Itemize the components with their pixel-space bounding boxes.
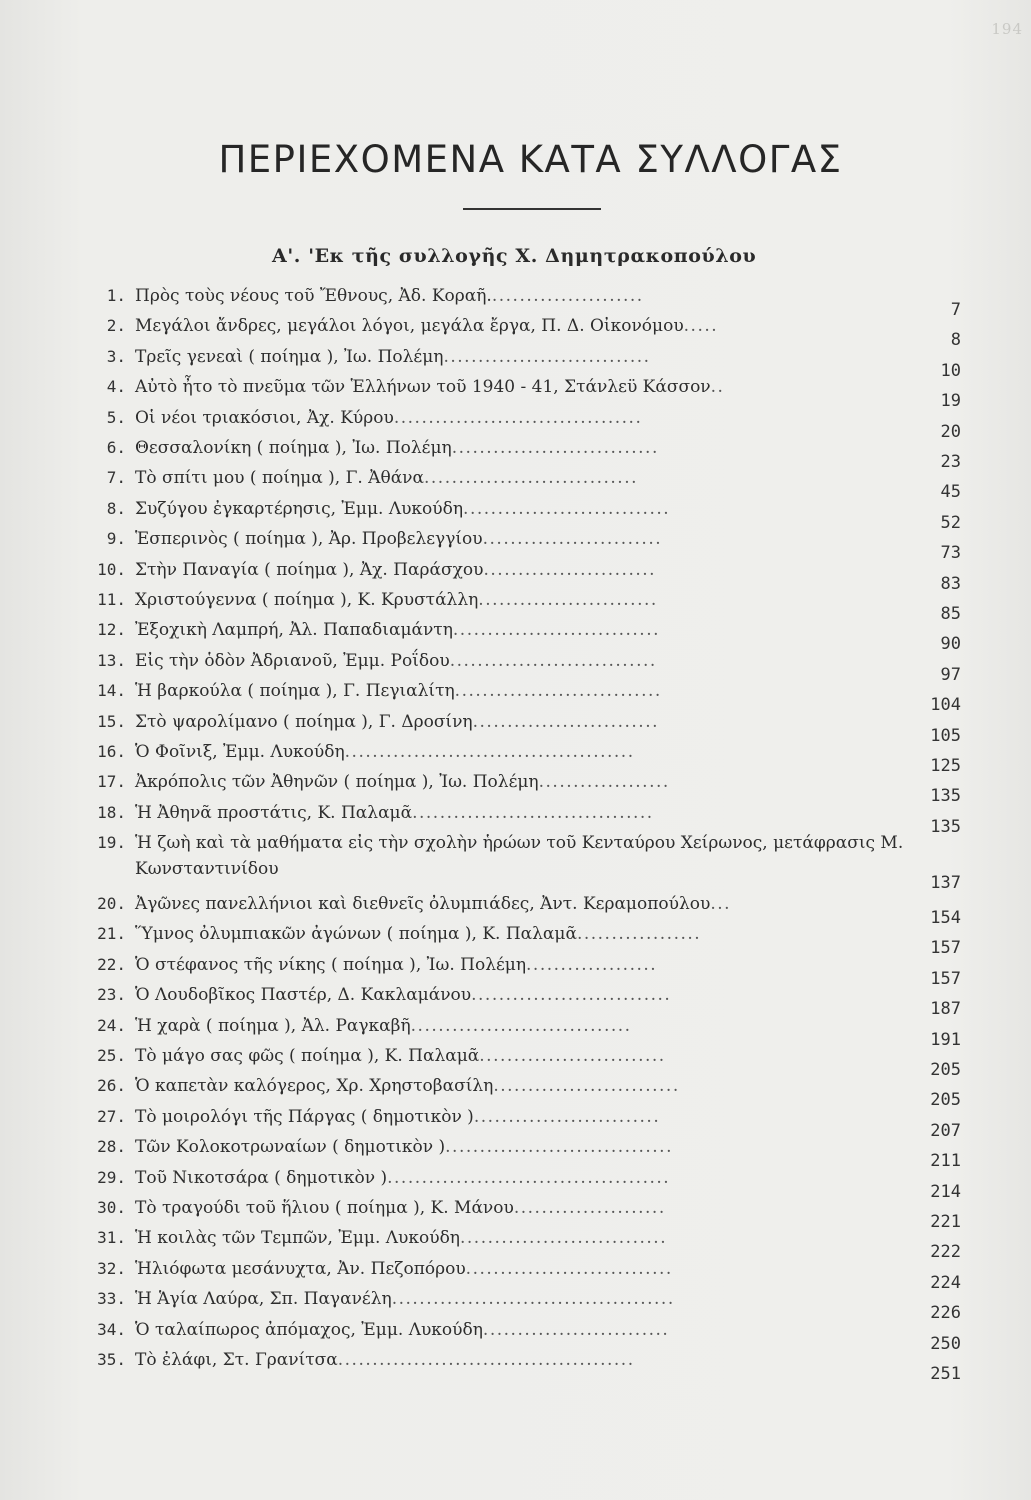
toc-entry-page: 52 xyxy=(940,512,961,533)
toc-entry-number: 3. xyxy=(106,346,126,366)
toc-entry-page: 251 xyxy=(930,1364,961,1384)
toc-entry-text: Ἑσπερινὸς ( ποίημα ), Ἀρ. Προβελεγγίου xyxy=(135,529,483,550)
toc-entry xyxy=(0,559,1031,594)
toc-entry-number: 26. xyxy=(97,1076,126,1096)
toc-entry-number: 16. xyxy=(97,742,126,761)
toc-leader-dots: ..... xyxy=(683,316,719,337)
toc-entry-number: 24. xyxy=(97,1015,126,1035)
toc-entry-number: 33. xyxy=(97,1289,126,1309)
toc-entry-title xyxy=(135,1168,670,1188)
toc-entry xyxy=(0,833,1031,894)
toc-entry-text: Ὁ Λουδοβῖκος Παστέρ, Δ. Κακλαμάνου xyxy=(135,985,472,1006)
toc-entry-page: 23 xyxy=(940,452,961,472)
toc-entry-page: 214 xyxy=(930,1181,961,1202)
toc-entry-number: 1. xyxy=(106,286,126,305)
toc-entry-text: Τρεῖς γενεαὶ ( ποίημα ), Ἰω. Πολέμη xyxy=(135,346,444,367)
toc-entry-title xyxy=(135,1320,669,1340)
toc-entry xyxy=(0,985,1031,1020)
toc-entry-number: 30. xyxy=(97,1198,126,1217)
toc-entry xyxy=(0,742,1031,776)
toc-entry-page: 7 xyxy=(950,300,961,320)
toc-entry-title xyxy=(135,712,659,732)
toc-entry-number: 28. xyxy=(97,1137,126,1157)
toc-entry-text: Θεσσαλονίκη ( ποίημα ), Ἰω. Πολέμη xyxy=(135,438,452,458)
toc-entry-page: 10 xyxy=(940,360,961,381)
toc-leader-dots: .......................... xyxy=(478,590,658,610)
toc-entry-title xyxy=(135,1137,673,1157)
toc-entry-text: Τὸ σπίτι μου ( ποίημα ), Γ. Ἀθάνα xyxy=(135,468,424,489)
toc-entry xyxy=(0,1106,1031,1141)
toc-entry-page: 157 xyxy=(930,938,961,959)
toc-leader-dots: .............................. xyxy=(451,438,659,458)
toc-entry xyxy=(0,498,1031,533)
toc-entry xyxy=(0,377,1031,412)
toc-entry xyxy=(0,681,1031,716)
toc-entry-number: 4. xyxy=(106,377,126,397)
toc-entry-text: Ἡ χαρὰ ( ποίημα ), Ἀλ. Ραγκαβῆ xyxy=(135,1015,411,1036)
toc-leader-dots: .............................. xyxy=(454,681,662,702)
toc-leader-dots: ........................... xyxy=(473,1106,661,1127)
toc-leader-dots: ........................... xyxy=(479,1046,666,1066)
toc-entry-title xyxy=(135,803,654,823)
toc-entry-text: Τὸ μοιρολόγι τῆς Πάργας ( δημοτικὸν ) xyxy=(135,1106,474,1127)
toc-entry-number: 20. xyxy=(97,894,126,913)
toc-entry xyxy=(0,468,1031,503)
toc-leader-dots: ................................ xyxy=(410,1015,632,1036)
toc-entry-page: 73 xyxy=(940,543,961,564)
toc-entry-text: Τοῦ Νικοτσάρα ( δημοτικὸν ) xyxy=(135,1167,388,1188)
toc-leader-dots: .............................. xyxy=(449,650,657,671)
toc-entry xyxy=(0,620,1031,655)
toc-entry-title xyxy=(135,316,718,336)
toc-leader-dots: .................. xyxy=(576,924,702,945)
toc-leader-dots: ......................... xyxy=(483,559,657,580)
toc-entry-number: 12. xyxy=(97,620,126,640)
toc-entry-page: 205 xyxy=(930,1060,961,1080)
toc-entry xyxy=(0,407,1031,442)
toc-entry-number: 17. xyxy=(97,772,126,792)
toc-entry-number: 8. xyxy=(106,498,126,518)
toc-entry-number: 18. xyxy=(97,802,126,822)
toc-entry-page: 250 xyxy=(930,1333,961,1354)
toc-entry-text: Ἐξοχικὴ Λαμπρή, Ἀλ. Παπαδιαμάντη xyxy=(135,620,453,641)
toc-entry-title xyxy=(135,408,642,428)
toc-entry-text: Τὸ μάγο σας φῶς ( ποίημα ), Κ. Παλαμᾶ xyxy=(135,1046,480,1066)
toc-entry-title xyxy=(135,1198,666,1218)
toc-leader-dots: ................... xyxy=(538,772,670,793)
toc-entry-text: Τῶν Κολοκοτρωναίων ( δημοτικὸν ) xyxy=(135,1137,446,1158)
toc-leader-dots: .................................... xyxy=(393,407,643,428)
toc-entry xyxy=(0,711,1031,746)
toc-entry-number: 35. xyxy=(97,1350,126,1369)
toc-entry-title xyxy=(135,1016,632,1036)
toc-entry-title xyxy=(135,347,651,367)
toc-entry-number: 2. xyxy=(106,316,126,336)
toc-entry-title xyxy=(135,377,724,397)
toc-entry-title xyxy=(135,1107,660,1127)
toc-entry xyxy=(0,346,1031,381)
toc-entry-text: Πρὸς τοὺς νέους τοῦ Ἔθνους, Ἀδ. Κοραῆ. xyxy=(135,286,492,306)
toc-leader-dots: ... xyxy=(710,894,732,914)
bleed-through-page-number: 194 xyxy=(991,20,1023,38)
toc-entry-page: 125 xyxy=(930,756,961,776)
toc-entry-page: 211 xyxy=(930,1151,961,1172)
toc-entry-page: 8 xyxy=(950,330,961,351)
toc-entry xyxy=(0,316,1031,351)
toc-entry-title xyxy=(135,830,905,882)
toc-entry-text: Ὁ Φοῖνιξ, Ἐμμ. Λυκούδη xyxy=(135,742,345,762)
toc-entry-title xyxy=(135,894,731,914)
toc-entry-text: Συζύγου ἐγκαρτέρησις, Ἐμμ. Λυκούδη xyxy=(135,498,464,519)
toc-leader-dots: ............................. xyxy=(471,985,672,1006)
toc-entry-text: Εἰς τὴν ὁδὸν Ἀδριανοῦ, Ἐμμ. Ροΐδου xyxy=(135,650,450,671)
toc-entry-title xyxy=(135,286,644,306)
toc-entry-page: 207 xyxy=(930,1120,961,1141)
toc-entry-page: 20 xyxy=(940,421,961,442)
toc-entry-text: Μεγάλοι ἄνδρες, μεγάλοι λόγοι, μεγάλα ἔργα, Π. Δ. Οἰκονόμου xyxy=(135,316,684,337)
toc-entry-number: 31. xyxy=(97,1228,126,1248)
toc-entry-page: 85 xyxy=(940,604,961,624)
toc-entry-page: 135 xyxy=(930,816,961,837)
toc-entry-text: Στὸ ψαρολίμανο ( ποίημα ), Γ. Δροσίνη xyxy=(135,711,473,732)
toc-entry-page: 19 xyxy=(940,391,961,412)
toc-leader-dots: .............................. xyxy=(463,498,671,519)
toc-entry-number: 5. xyxy=(106,407,126,427)
toc-entry-text: Ὁ στέφανος τῆς νίκης ( ποίημα ), Ἰω. Πολέμη xyxy=(135,954,527,975)
toc-entry-page: 187 xyxy=(930,999,961,1020)
toc-entry-text: Ἡ Ἁγία Λαύρα, Σπ. Παγανέλη xyxy=(135,1289,392,1310)
toc-entry-title xyxy=(135,1259,673,1279)
toc-entry xyxy=(0,924,1031,959)
toc-entry-text: Ὁ καπετὰν καλόγερος, Χρ. Χρηστοβασίλη xyxy=(135,1076,494,1097)
toc-entry-page: 97 xyxy=(940,664,961,685)
toc-entry-text: Τὸ τραγούδι τοῦ ἥλιου ( ποίημα ), Κ. Μάνου xyxy=(135,1198,514,1218)
toc-entry-title xyxy=(135,742,635,762)
toc-entry xyxy=(0,286,1031,320)
toc-leader-dots: .............................. xyxy=(452,620,661,641)
toc-entry-title xyxy=(135,681,662,701)
toc-entry-text: Ἡ Ἀθηνᾶ προστάτις, Κ. Παλαμᾶ xyxy=(135,802,413,823)
toc-entry-number: 11. xyxy=(97,590,126,609)
toc-leader-dots: ........................................... xyxy=(337,1350,635,1370)
toc-entry-title xyxy=(135,438,659,458)
toc-entry-page: 222 xyxy=(930,1242,961,1263)
toc-entry xyxy=(0,438,1031,472)
toc-entry-title xyxy=(135,985,671,1005)
toc-entry-number: 7. xyxy=(106,468,126,488)
toc-entry xyxy=(0,1258,1031,1293)
toc-leader-dots: ...................... xyxy=(513,1198,666,1218)
toc-entry-title xyxy=(135,560,656,580)
toc-entry-page: 191 xyxy=(930,1029,961,1050)
toc-entry-number: 14. xyxy=(97,681,126,701)
toc-entry-page: 157 xyxy=(930,968,961,989)
toc-entry-number: 22. xyxy=(97,954,126,974)
toc-entry-page: 137 xyxy=(930,873,961,894)
toc-entry-text: Τὸ ἐλάφι, Στ. Γρανίτσα xyxy=(135,1350,338,1370)
toc-entry-number: 6. xyxy=(106,438,126,457)
toc-entry-text: Στὴν Παναγία ( ποίημα ), Ἀχ. Παράσχου xyxy=(135,559,484,580)
toc-entry-number: 15. xyxy=(97,711,126,731)
toc-leader-dots: .............................. xyxy=(465,1258,673,1279)
toc-leader-dots: ......................................... xyxy=(391,1289,675,1310)
toc-entry-number: 23. xyxy=(97,985,126,1005)
toc-entry-page: 135 xyxy=(930,786,961,807)
toc-entry xyxy=(0,772,1031,807)
toc-entry-text: Χριστούγεννα ( ποίημα ), Κ. Κρυστάλλη xyxy=(135,590,479,610)
toc-entry-number: 34. xyxy=(97,1319,126,1339)
toc-entry-text: Ἀγῶνες πανελλήνιοι καὶ διεθνεῖς ὀλυμπιάδες, Ἀντ. Κεραμοπούλου xyxy=(135,894,711,914)
toc-entry-number: 27. xyxy=(97,1106,126,1126)
toc-entry-text: Ἀκρόπολις τῶν Ἀθηνῶν ( ποίημα ), Ἰω. Πολέμη xyxy=(135,772,539,793)
toc-entry xyxy=(0,802,1031,837)
toc-entry xyxy=(0,1289,1031,1324)
toc-entry-title xyxy=(135,620,660,640)
toc-entry xyxy=(0,1046,1031,1080)
toc-entry-title xyxy=(135,1228,667,1248)
toc-entry-title xyxy=(135,955,657,975)
toc-entry-title xyxy=(135,1046,666,1066)
toc-entry xyxy=(0,1015,1031,1050)
toc-entry-number: 25. xyxy=(97,1046,126,1065)
toc-entry-text: Αὐτὸ ἦτο τὸ πνεῦμα τῶν Ἑλλήνων τοῦ 1940 - 41, Στάνλεϋ Κάσσον xyxy=(135,377,711,398)
toc-entry-text: Ἡ ζωὴ καὶ τὰ μαθήματα εἰς τὴν σχολὴν ἡρώων τοῦ Κενταύρου Χείρωνος, μετάφρασις Μ. Κωνσταντινίδου xyxy=(135,833,904,880)
toc-entry xyxy=(0,590,1031,624)
toc-entry-page: 224 xyxy=(930,1272,961,1293)
toc-entry-text: Ἡ βαρκούλα ( ποίημα ), Γ. Πεγιαλίτη xyxy=(135,681,455,702)
toc-entry-page: 205 xyxy=(930,1090,961,1111)
toc-entry-title xyxy=(135,468,638,488)
toc-entry xyxy=(0,1319,1031,1354)
section-heading: Α'. 'Εκ τῆς συλλογῆς Χ. Δημητρακοπούλου xyxy=(272,245,757,267)
toc-entry-page: 221 xyxy=(930,1212,961,1232)
toc-leader-dots: ................... xyxy=(526,954,658,975)
toc-leader-dots: ............................... xyxy=(424,468,639,489)
toc-entry-title xyxy=(135,1289,675,1309)
toc-entry-number: 19. xyxy=(97,833,126,853)
toc-entry-title xyxy=(135,590,658,610)
toc-entry-text: Ἡ κοιλὰς τῶν Τεμπῶν, Ἐμμ. Λυκούδη xyxy=(135,1228,460,1249)
toc-entry-number: 10. xyxy=(97,559,126,579)
toc-entry-page: 83 xyxy=(940,573,961,594)
toc-entry-text: Ὕμνος ὀλυμπιακῶν ἀγώνων ( ποίημα ), Κ. Παλαμᾶ xyxy=(135,924,577,945)
toc-entry-title xyxy=(135,1350,635,1370)
toc-entry-text: Ὁ ταλαίπωρος ἀπόμαχος, Ἐμμ. Λυκούδη xyxy=(135,1319,483,1340)
toc-entry-text: Ἡλιόφωτα μεσάνυχτα, Ἀν. Πεζοπόρου xyxy=(135,1258,466,1279)
toc-entry-title xyxy=(135,772,670,792)
toc-entry-number: 9. xyxy=(106,529,126,549)
toc-entry-number: 32. xyxy=(97,1258,126,1278)
toc-entry-number: 29. xyxy=(97,1167,126,1187)
toc-leader-dots: .............................. xyxy=(443,346,651,367)
toc-entry-page: 105 xyxy=(930,725,961,746)
toc-leader-dots: .............................. xyxy=(459,1228,668,1249)
toc-leader-dots: ................................... xyxy=(412,802,654,823)
toc-entry-title xyxy=(135,651,657,671)
toc-entry-text: Οἱ νέοι τριακόσιοι, Ἀχ. Κύρου xyxy=(135,407,394,428)
toc-entry xyxy=(0,650,1031,685)
toc-entry xyxy=(0,894,1031,928)
toc-entry-page: 90 xyxy=(940,634,961,655)
toc-entry xyxy=(0,529,1031,564)
toc-entry-page: 104 xyxy=(930,695,961,716)
page-title: ΠΕΡΙΕΧΟΜΕΝΑ ΚΑΤΑ ΣΥΛΛΟΓΑΣ xyxy=(218,138,843,181)
toc-leader-dots: ...................... xyxy=(491,286,644,306)
toc-entry xyxy=(0,1228,1031,1263)
toc-entry-title xyxy=(135,1076,680,1096)
toc-leader-dots: ................................. xyxy=(445,1137,673,1158)
toc-entry-title xyxy=(135,499,670,519)
toc-entry-title xyxy=(135,529,662,549)
toc-entry xyxy=(0,1350,1031,1384)
toc-entry-page: 154 xyxy=(930,908,961,928)
toc-leader-dots: ........................... xyxy=(493,1076,680,1097)
toc-entry-number: 21. xyxy=(97,924,126,944)
toc-entry-page: 226 xyxy=(930,1303,961,1324)
toc-entry xyxy=(0,954,1031,989)
toc-leader-dots: .......................... xyxy=(482,529,663,550)
toc-leader-dots: .. xyxy=(710,377,725,398)
title-underline-rule xyxy=(463,208,601,210)
toc-leader-dots: ........................... xyxy=(482,1319,670,1340)
toc-entry-page: 45 xyxy=(940,482,961,503)
toc-entry-number: 13. xyxy=(97,650,126,670)
toc-entry xyxy=(0,1198,1031,1232)
toc-entry-title xyxy=(135,924,701,944)
toc-leader-dots: ......................................... xyxy=(387,1167,671,1188)
toc-entry xyxy=(0,1076,1031,1111)
toc-entry xyxy=(0,1167,1031,1202)
toc-entry xyxy=(0,1137,1031,1172)
toc-leader-dots: ........................... xyxy=(472,711,660,732)
toc-leader-dots: .......................................... xyxy=(344,742,635,762)
